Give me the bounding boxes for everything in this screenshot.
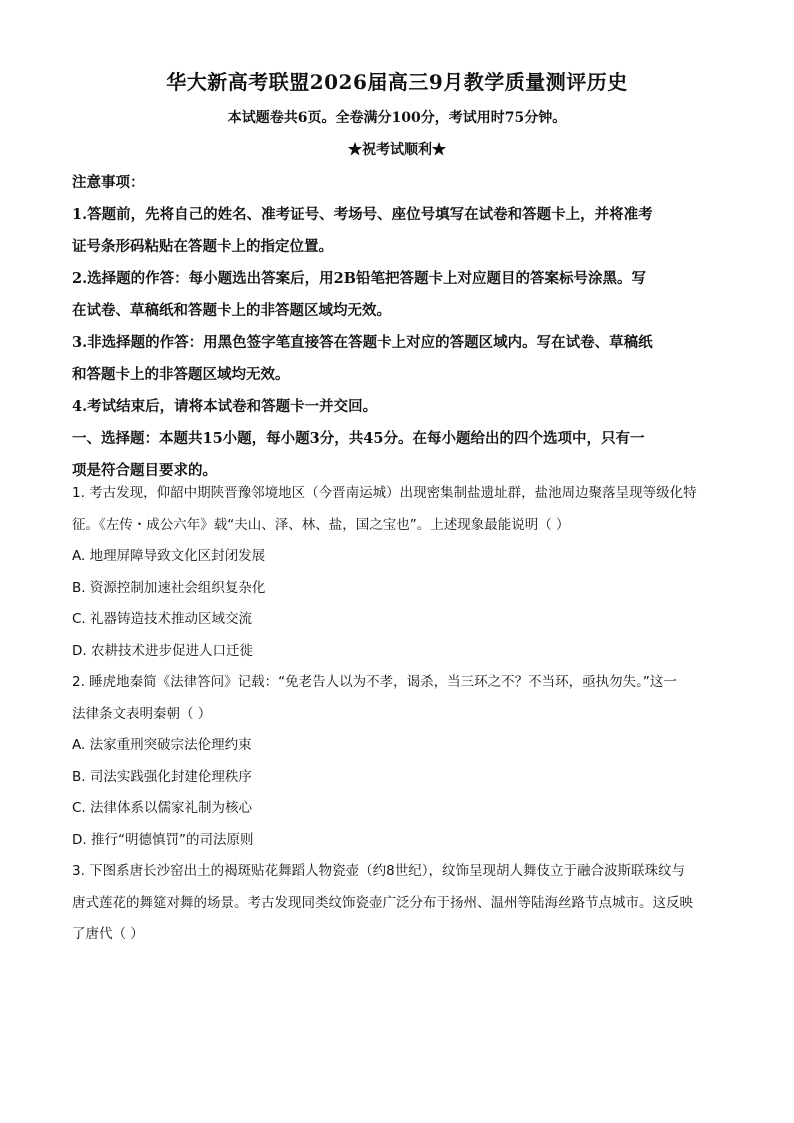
question-3 [72,856,722,951]
section-heading: 一、选择题：本题共15小题，每小题3分，共45分。在每小题给出的四个选项中，只有一 [72,430,645,447]
option-a: A. 法家重刑突破宗法伦理约束 [72,737,252,753]
note-line: 2.选择题的作答：每小题选出答案后，用2B铅笔把答题卡上对应题目的答案标号涂黑。写 [72,270,646,287]
question-stem: 征。《左传・成公六年》载“夫山、泽、林、盐，国之宝也”。上述现象最能说明（ ） [72,516,570,533]
option-a: A. 地理屏障导致文化区封闭发展 [72,548,266,564]
option-c: C. 法律体系以儒家礼制为核心 [72,800,253,816]
option-b: B. 资源控制加速社会组织复杂化 [72,579,266,596]
section-heading: 项是符合题目要求的。 [72,462,217,479]
note-line: 4.考试结束后，请将本试卷和答题卡一并交回。 [72,398,378,415]
question-2 [72,667,722,856]
note-line: 证号条形码粘贴在答题卡上的指定位置。 [72,238,333,255]
note-line: 3.非选择题的作答：用黑色签字笔直接答在答题卡上对应的答题区域内。写在试卷、草稿纸 [72,334,653,351]
exam-info: 本试题卷共6页。全卷满分100分，考试用时75分钟。 [227,110,567,126]
page-title: 华大新高考联盟2026届高三9月教学质量测评历史 [166,70,628,94]
note-line: 在试卷、草稿纸和答题卡上的非答题区域均无效。 [72,302,391,319]
option-c: C. 礼器铸造技术推动区域交流 [72,611,253,627]
note-line: 和答题卡上的非答题区域均无效。 [72,366,290,383]
option-d: D. 推行“明德慎罚”的司法原则 [72,831,254,848]
question-stem: 法律条文表明秦朝（ ） [72,705,212,722]
question-1 [72,478,722,667]
note-line: 1.答题前，先将自己的姓名、准考证号、考场号、座位号填写在试卷和答题卡上，并将准考 [72,206,653,223]
notes-section [72,167,722,487]
notes-heading: 注意事项： [72,174,145,191]
question-stem: 了唐代（ ） [72,926,144,942]
question-stem: 唐式莲花的舞筵对舞的场景。考古发现同类纹饰瓷壶广泛分布于扬州、温州等陆海丝路节点城市。这反映 [72,894,693,911]
good-luck-line: ★祝考试顺利★ [348,142,446,158]
option-d: D. 农耕技术进步促进人口迁徙 [72,642,253,659]
question-stem: 3. 下图系唐长沙窑出土的褐斑贴花舞蹈人物瓷壶（约8世纪），纹饰呈现胡人舞伎立于融合波斯联珠纹与 [72,863,686,879]
question-stem: 2. 睡虎地秦简《法律答问》记载：“免老告人以为不孝，谒杀，当三环之不？不当环，亟执勿失。”这一 [72,674,677,690]
option-b: B. 司法实践强化封建伦理秩序 [72,768,252,785]
question-stem: 1. 考古发现，仰韶中期陕晋豫邻境地区（今晋南运城）出现密集制盐遗址群，盐池周边聚落呈现等级化特 [72,485,697,501]
